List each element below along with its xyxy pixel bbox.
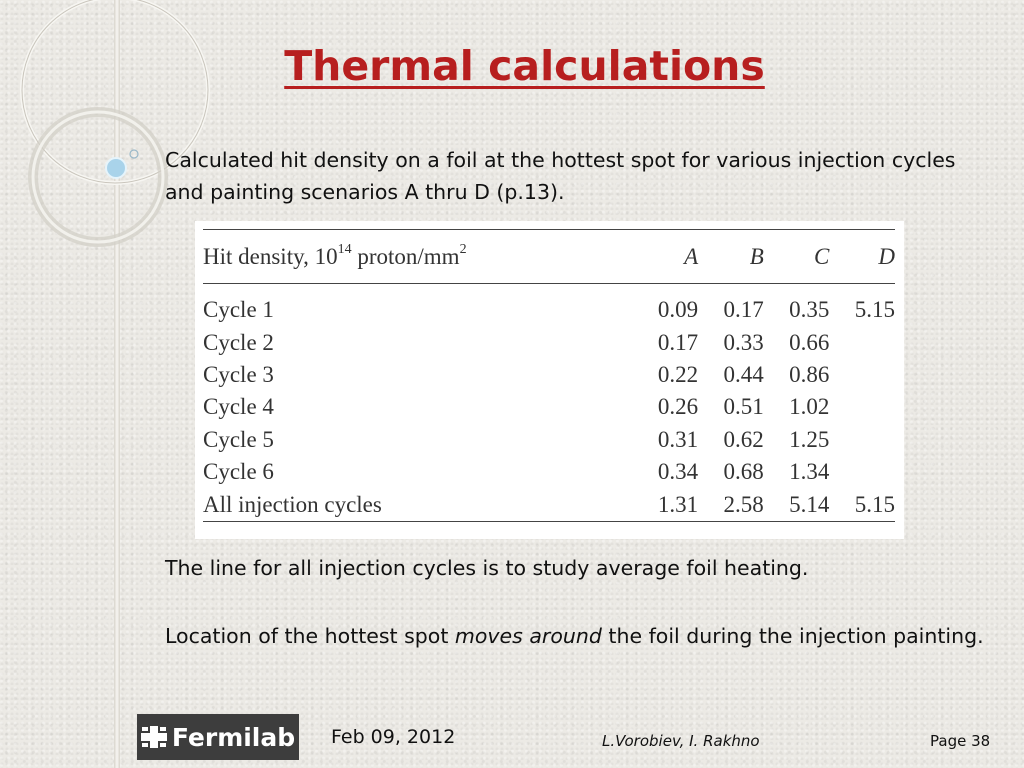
table-row — [203, 424, 895, 456]
table-header-row — [203, 230, 895, 284]
note-hottest-spot-start: Location of the hottest spot — [165, 624, 455, 648]
row-label: Cycle 1 — [203, 297, 274, 323]
header-col-c: C — [814, 243, 830, 269]
cell-a: 0.31 — [657, 426, 699, 452]
table-row — [203, 284, 895, 327]
cell-d: 5.15 — [854, 297, 895, 323]
fermilab-logo — [137, 714, 299, 760]
decorative-blue-dot — [106, 158, 126, 178]
cell-d — [829, 326, 895, 358]
cell-c: 1.34 — [789, 459, 830, 485]
note-hottest-spot-emphasis: moves around — [454, 624, 602, 648]
fermilab-mark-icon — [141, 726, 167, 748]
note-hottest-spot — [165, 620, 995, 652]
cell-b: 0.44 — [723, 361, 764, 387]
footer-date: Feb 09, 2012 — [331, 726, 456, 748]
header-col-a: A — [684, 243, 699, 269]
footer-authors: L.Vorobiev, I. Rakhno — [602, 732, 760, 750]
header-label — [203, 230, 633, 284]
cell-c: 1.02 — [789, 394, 830, 420]
footer-page-number: Page 38 — [930, 732, 991, 750]
row-label: Cycle 5 — [203, 426, 274, 452]
logo-text: Fermilab — [171, 722, 296, 752]
cell-d — [829, 456, 895, 488]
intro-text: Calculated hit density on a foil at the hottest spot for various injection cycles and painting scenarios A thru D (p.13). — [165, 148, 956, 204]
cell-b: 0.51 — [723, 394, 764, 420]
row-label: Cycle 4 — [203, 394, 274, 420]
slide-title: Thermal calculations — [284, 42, 765, 90]
cell-a: 0.22 — [657, 361, 699, 387]
note-average-heating: The line for all injection cycles is to study average foil heating. — [165, 556, 809, 580]
table-row — [203, 359, 895, 391]
cell-d — [829, 424, 895, 456]
table-row — [203, 391, 895, 423]
cell-a: 0.09 — [657, 297, 699, 323]
row-label: Cycle 6 — [203, 459, 274, 485]
table-row — [203, 456, 895, 488]
cell-a: 0.34 — [657, 459, 699, 485]
row-label: Cycle 3 — [203, 361, 274, 387]
header-label-exponent: 14 — [337, 241, 352, 257]
cell-b: 0.62 — [723, 426, 764, 452]
decorative-small-ring — [130, 150, 138, 158]
note-hottest-spot-end: the foil during the injection painting. — [601, 624, 984, 648]
cell-b: 0.68 — [723, 459, 764, 485]
row-label: All injection cycles — [203, 491, 382, 517]
table-row — [203, 488, 895, 521]
header-label-suffix: proton/mm — [351, 243, 460, 269]
cell-b: 0.17 — [723, 297, 764, 323]
table-row — [203, 326, 895, 358]
header-label-prefix: Hit density, 10 — [203, 243, 338, 269]
header-unit-exponent: 2 — [459, 241, 467, 257]
hit-density-table — [203, 229, 895, 522]
cell-d — [829, 359, 895, 391]
cell-b: 0.33 — [723, 329, 764, 355]
cell-c: 5.14 — [789, 491, 830, 517]
cell-c: 0.86 — [789, 361, 830, 387]
cell-a: 0.17 — [657, 329, 699, 355]
header-col-d: D — [878, 243, 895, 269]
cell-a: 1.31 — [657, 491, 699, 517]
cell-a: 0.26 — [657, 394, 699, 420]
hit-density-table-panel — [195, 221, 904, 539]
cell-c: 1.25 — [789, 426, 830, 452]
row-label: Cycle 2 — [203, 329, 274, 355]
cell-b: 2.58 — [723, 491, 764, 517]
cell-c: 0.66 — [789, 329, 830, 355]
header-col-b: B — [749, 243, 764, 269]
cell-d — [829, 391, 895, 423]
cell-d: 5.15 — [854, 491, 895, 517]
cell-c: 0.35 — [789, 297, 830, 323]
